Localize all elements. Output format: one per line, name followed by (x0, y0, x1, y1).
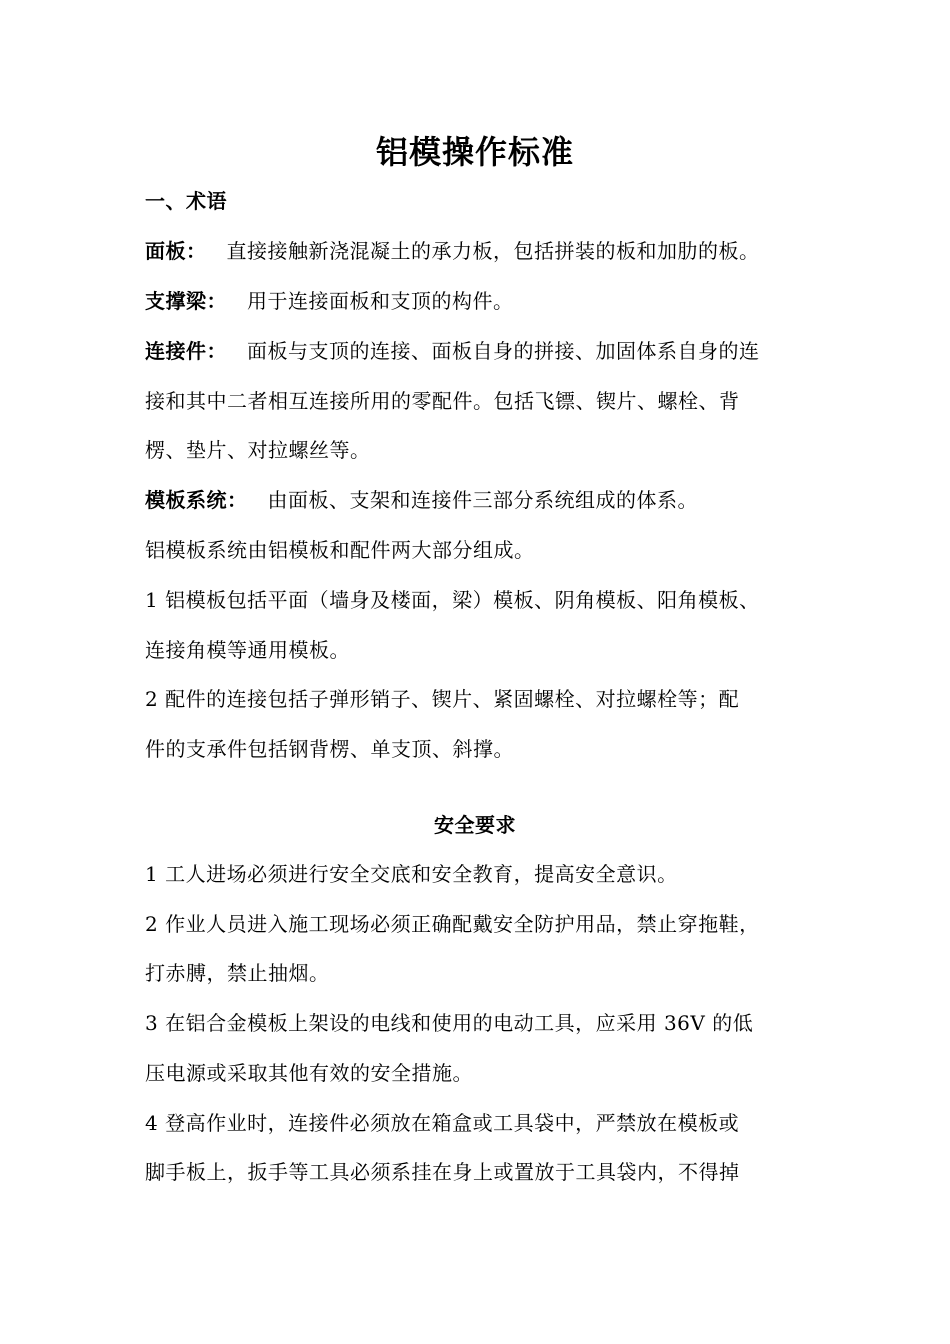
section-heading-terms: 一、术语 (145, 189, 227, 213)
term-label: 模板系统： (145, 488, 248, 512)
term-entry-formwork-system (145, 485, 835, 515)
safety-line: 2 作业人员进入施工现场必须正确配戴安全防护用品，禁止穿拖鞋， (145, 912, 760, 936)
paragraph-line: 连接角模等通用模板。 (145, 638, 350, 662)
safety-line: 打赤膊，禁止抽烟。 (145, 961, 330, 985)
term-entry-connector (145, 336, 835, 366)
term-definition-continued: 楞、垫片、对拉螺丝等。 (145, 438, 371, 462)
safety-line: 压电源或采取其他有效的安全措施。 (145, 1061, 473, 1085)
paragraph-line: 铝模板系统由铝模板和配件两大部分组成。 (145, 538, 535, 562)
document-title: 铝模操作标准 (375, 133, 574, 171)
paragraph-line: 件的支承件包括钢背楞、单支顶、斜撑。 (145, 737, 514, 761)
term-label: 面板： (145, 239, 207, 263)
paragraph-line: 2 配件的连接包括子弹形销子、锲片、紧固螺栓、对拉螺栓等；配 (145, 687, 740, 711)
term-entry-support-beam (145, 286, 835, 316)
term-definition: 用于连接面板和支顶的构件。 (247, 289, 514, 313)
term-label: 连接件： (145, 339, 227, 363)
term-label: 支撑梁： (145, 289, 227, 313)
section-heading-safety: 安全要求 (434, 813, 516, 837)
term-definition: 面板与支顶的连接、面板自身的拼接、加固体系自身的连 (247, 339, 760, 363)
safety-line: 1 工人进场必须进行安全交底和安全教育，提高安全意识。 (145, 862, 678, 886)
term-definition: 由面板、支架和连接件三部分系统组成的体系。 (267, 488, 698, 512)
term-definition: 直接接触新浇混凝土的承力板，包括拼装的板和加肋的板。 (226, 239, 760, 263)
safety-line: 4 登高作业时，连接件必须放在箱盒或工具袋中，严禁放在模板或 (145, 1111, 740, 1135)
safety-line: 脚手板上，扳手等工具必须系挂在身上或置放于工具袋内，不得掉 (145, 1160, 740, 1184)
safety-line: 3 在铝合金模板上架设的电线和使用的电动工具，应采用 36V 的低 (145, 1011, 754, 1035)
term-definition-continued: 接和其中二者相互连接所用的零配件。包括飞镖、锲片、螺栓、背 (145, 389, 740, 413)
term-entry-panel (145, 236, 835, 266)
paragraph-line: 1 铝模板包括平面（墙身及楼面，梁）模板、阴角模板、阳角模板、 (145, 588, 760, 612)
